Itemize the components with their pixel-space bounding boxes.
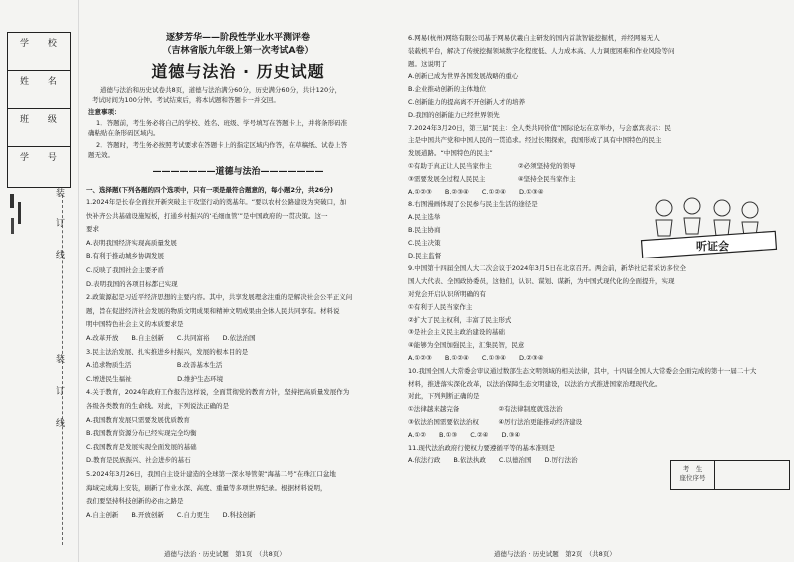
left-line-8: 题，旨在促进经济社会发展的物质文明成果和精神文明成果由全体人民共同享有。材料说 (86, 306, 340, 315)
binding-word-zhuang-2: 装 (56, 355, 66, 365)
footer-page-1: 道德与法治 · 历史试题 第1页 （共8页） (164, 550, 286, 558)
binding-word-zhuang: 装 (56, 189, 66, 199)
left-line-2: 要求 (86, 225, 99, 234)
left-line-18: C.我国教育是发展实现全面发展的基础 (86, 442, 197, 451)
binding-word-xian-2: 线 (56, 419, 66, 429)
right-line-3: A.创新已成为世界各国发展战略的重心 (408, 72, 519, 81)
right-line-12: A.①②③ B.②③④ C.①②④ D.①③④ (408, 187, 544, 196)
page-one (80, 0, 396, 562)
part-one-heading: 一、选择题(下列各题的四个选项中，只有一项是最符合题意的，每小题2分，共26分) (86, 186, 334, 194)
left-line-15: 各级各类教育的生命线。对此，下列说法正确的是 (86, 402, 229, 410)
right-line-25: A.①②③ B.①②④ C.①③④ D.②③④ (408, 354, 544, 362)
footer-page-2: 道德与法治 · 历史试题 第2页 （共8页） (494, 550, 616, 558)
right-line-19: 国人大代表、全国政协委员，这他们，认识、谋划、谋新，为中国式现代化的全面提升，实现 (408, 277, 675, 286)
info-number: 学 号 (20, 153, 65, 163)
cartoon-label: 听证会 (696, 240, 729, 253)
info-school: 学 校 (8, 33, 70, 71)
right-line-23: ③是社会主义民主政治建设的基础 (408, 328, 505, 337)
left-line-23: A.自主创新 B.开放创新 C.自力更生 D.科技创新 (86, 510, 256, 519)
right-line-29: ①法律越来越完备 ②有法律制度就选法治 (408, 405, 563, 414)
notice-2a: 2．答题时，考生务必按照考试要求在答题卡上的指定区域内作答，在草稿纸、试卷上答 (96, 141, 348, 149)
right-line-28: 对此，下列判断正确的是 (408, 392, 480, 401)
right-line-30: ③依法治国需要依法治权 ④厉行法治更能推动经济建设 (408, 418, 583, 426)
right-line-14: A.民主选举 (408, 213, 441, 222)
binding-strip (0, 0, 79, 562)
left-line-1: 快补齐公共基础设施短板，打通乡村振兴的‘毛细血管’”是中国政府的一贯决策。这一 (86, 211, 328, 220)
left-line-7: 2.政策源起是习近平经济思想的主要内容。其中，共享发展理念注重的是解决社会公平正义问 (86, 293, 353, 302)
left-line-17: B.我国教育资源分布已经实现完全均衡 (86, 429, 197, 438)
right-line-13: 8.右图漫画体现了公民参与民主生活的途径是 (408, 200, 538, 209)
left-line-6: D.表明我国的各项目标都已实现 (86, 279, 178, 288)
intro-line-2: 考试时间为100分钟。考试结束后，将本试题和答题卡一并交回。 (92, 96, 280, 104)
right-line-15: B.民主协商 (408, 226, 441, 234)
right-line-1: 装载机平台，解决了传统挖掘领域数字化程度低、人力成本高、人力调度困难和作业风险等问 (408, 46, 675, 55)
left-line-5: C.反映了我国社会主要矛盾 (86, 266, 165, 274)
right-line-26: 10.我国全国人大常委会审议通过数部生态文明领域的相关法律，其中，十四届全国人大常委会全面完成的第十一届二十大 (408, 366, 757, 375)
notice-1a: 1．答题前，考生务必将自己的学校、姓名、班级、学号填写在答题卡上，并将条形码准 (96, 119, 348, 127)
left-line-14: 4.关于教育，2024年政府工作报告这样说，全面贯彻党的教育方针，坚持把高质量发展作为 (86, 388, 350, 397)
binding-word-ding-2: 订 (56, 387, 66, 397)
right-line-21: ①有利于人民当家作主 (408, 302, 473, 311)
left-line-3: A.表明我国经济实现高质量发展 (86, 238, 177, 247)
right-line-32: 11.现代法治政府行使权力要遵循平等的基本准则是 (408, 443, 555, 452)
info-class: 班 级 (8, 109, 70, 147)
right-line-11: ③需要发展全过程人民民主 ④坚持全民当家作主 (408, 174, 576, 183)
left-line-19: D.教育是民族振兴、社会进步的基石 (86, 456, 191, 465)
right-line-24: ④能够为全国加强民主，汇集民智，民意 (408, 341, 525, 350)
left-line-12: A.追求物质生活 B.改善基本生活 (86, 361, 223, 370)
left-line-21: 海域完成海上安装，刷新了作业水深、高度、重量等多项世界纪录。根据材料说明， (86, 483, 327, 492)
binding-word-xian: 线 (56, 251, 66, 261)
right-line-18: 9.中国第十四届全国人大二次会议于2024年3月5日在北京召开。两会前，新华社记者采访多位全 (408, 264, 687, 273)
right-line-33: A.依法行政 B.依法执政 C.以德治国 D.厉行法治 (408, 456, 578, 465)
left-line-11: 3.民主法治发展、扎实推进乡村振兴，发展的根本目的是 (86, 347, 249, 356)
exam-title: 道德与法治 · 历史试题 (151, 62, 325, 81)
left-line-0: 1.2024年是长春全面拉开新突破主干攻坚行动的奠基年。“要以农村公路建设为突破口，加 (86, 198, 347, 206)
notice-2b: 题无效。 (88, 151, 114, 159)
right-line-22: ②扩大了民主权利，丰富了民主形式 (408, 315, 512, 324)
right-line-2: 题。这说明了 (408, 59, 447, 68)
binding-word-ding: 订 (56, 219, 66, 229)
right-line-8: 主是中国共产党和中国人民的一贯追求。经过长期探索，我国形成了具有中国特色的民主 (408, 136, 662, 145)
left-line-16: A.我国教育发展只需要发展优质教育 (86, 415, 190, 424)
right-line-4: B.企业推动创新的主体地位 (408, 85, 487, 94)
left-line-9: 明中国特色社会主义的本质要求是 (86, 320, 184, 329)
right-line-10: ①有助于真正让人民当家作主 ②必须坚持党的领导 (408, 162, 576, 170)
exam-series: 逐梦芳华——阶段性学业水平测评卷 (165, 33, 310, 43)
right-line-31: A.①② B.①③ C.②④ D.③④ (408, 430, 521, 439)
right-line-9: 发展道路。“中国特色的民主” (408, 149, 493, 158)
left-line-4: B.有利于推动城乡协调发展 (86, 252, 165, 261)
right-line-5: C.创新能力的提高离不开创新人才的培养 (408, 98, 526, 106)
right-line-6: D.我国的创新能力已经世界领先 (408, 110, 500, 119)
right-line-20: 对党会开启认识所明确的有 (408, 290, 486, 298)
left-line-20: 5.2024年3月26日，我国自主设计建造的全球第一深水导管架“海基二号”在珠江口盆地 (86, 470, 336, 478)
right-line-16: C.民主决策 (408, 238, 441, 247)
left-line-22: 我们要坚持科技创新的必由之路是 (86, 497, 184, 506)
seat-number-label: 考 生 座位序号 (671, 461, 715, 489)
scan-marks (8, 192, 32, 237)
exam-edition: （吉林省版九年级上第一次考试A卷） (162, 46, 314, 56)
right-line-17: D.民主监督 (408, 251, 442, 260)
seat-number-box (670, 460, 790, 490)
notice-1b: 确粘贴在条形码区域内。 (88, 129, 160, 137)
right-line-7: 7.2024年3月20日，第三届“民主：全人类共同价值”国际论坛在京举办，与会嘉宾表示：民 (408, 123, 671, 132)
hearing-cartoon (634, 196, 784, 258)
info-name: 姓 名 (8, 71, 70, 109)
right-line-27: 材料，推进落实深化改革，以法治保障生态文明建设，以法治方式推进国家治理现代化。 (408, 379, 662, 388)
intro-line-1: 道德与法治和历史试卷共8页，道德与法治满分60分，历史满分60分，共计120分， (100, 86, 342, 94)
student-info-box (7, 32, 71, 188)
page-two (402, 0, 794, 562)
left-line-10: A.改革开放 B.自主创新 C.共同富裕 D.依法治国 (86, 334, 256, 342)
right-line-0: 6.网易(杭州)网络有限公司基于网易伏羲自主研发的国内首款智能挖掘机，并经网易无人 (408, 34, 660, 42)
section-name: ———————道德与法治——————— (152, 167, 324, 177)
notice-title: 注意事项： (88, 108, 121, 116)
left-line-13: C.增进民生福祉 D.维护生态环境 (86, 374, 224, 383)
